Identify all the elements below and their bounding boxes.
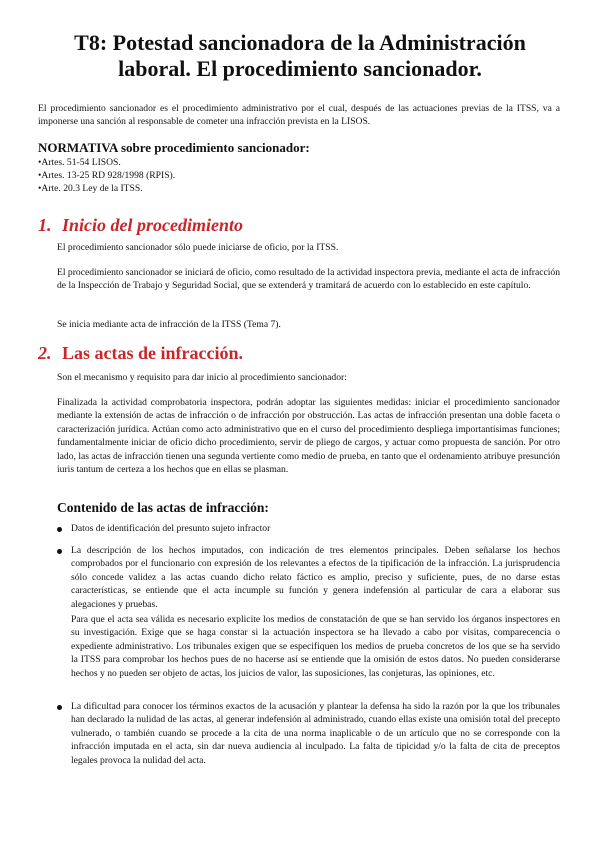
section-1-paragraph-1: El procedimiento sancionador sólo puede iniciarse de oficio, por la ITSS. [57, 242, 339, 253]
section-2-title: Las actas de infracción. [62, 343, 243, 363]
contenido-list-3 [57, 700, 560, 767]
list-item: La dificultad para conocer los términos exactos de la acusación y plantear la defensa ha sido la razón por la que los tribunales han declarado la nulidad de las actas, al generar indefensión al administrado, cuando ellas existe una omisión total del precepto vulnerado, o también cuando se procede a la cita de una norma inaplicable o de un artículo que no se corresponde con la infracción imputada en el acta, sin dar nueva audiencia al inculpado. La falta de tipicidad y/o la falta de cita de preceptos legales provoca la nulidad del acta. [57, 700, 560, 767]
contenido-inner-paragraph: Para que el acta sea válida es necesario explicite los medios de constatación de que se han servido los órganos inspectores en su investigación. Exige que se haga constar si la actuación inspectora se ha llevado a cabo por visitas, comparecencia o expediente administrativo. Los tribunales exigen que se especifiquen los medios de prueba concretos de los que se ha servido la ITSS para comprobar los hechos pues de no hacerse así se entiende que la omisión de estos datos. No pueden considerarse hechos y no pueden ser objeto de actas, los juicios de valor, las suposiciones, las conjeturas, las opiniones, etc. [71, 614, 560, 679]
normativa-item: • Artes. 13-25 RD 928/1998 (RPIS). [38, 169, 438, 182]
normativa-item: • Arte. 20.3 Ley de la ITSS. [38, 182, 438, 195]
section-2-heading [38, 342, 558, 364]
section-1-heading [38, 214, 558, 236]
list-item: La descripción de los hechos imputados, con indicación de tres elementos principales. Deben señalarse los hechos comprobados por el funcionario con expresión de los relevantes a efectos de la tipificación de la infracción. La jurisprudencia sólo concede validez a las actas cuando dicho relato fáctico es amplio, preciso y suficiente, pues, de no darse estas características, se entiende que el acta incumple su función y genera indefensión al particular de cara a elaborar sus alegaciones y pruebas. [57, 544, 560, 611]
section-1-paragraph-2: El procedimiento sancionador se iniciará de oficio, como resultado de la actividad inspectora previa, mediante el acta de infracción de la Inspección de Trabajo y Seguridad Social, que se extenderá y tramitará de acuerdo con lo establecido en este capítulo. [57, 267, 560, 292]
section-2-paragraph-2: Finalizada la actividad comprobatoria inspectora, podrán adoptar las siguientes medidas: iniciar el procedimiento sancionador mediante la extensión de actas de infracción o de infracción por obstrucción. Las actas de infracción presentan una doble faceta o caracterización jurídica. Actúan como acto administrativo que en el curso del procedimiento despliega importantísimas funciones; fundamentalmente iniciar de oficio dicho procedimiento, servir de pliego de cargos, y actuar como propuesta de sanción. Por otro lado, las actas de infracción tienen una segunda vertiente como medio de prueba, en tanto que el ordenamiento atribuye presunción iuris tantum de certeza a los hechos que en ellas se plasman. [57, 397, 560, 476]
contenido-list-2 [57, 544, 560, 611]
section-1-paragraph-3: Se inicia mediante acta de infracción de la ITSS (Tema 7). [57, 319, 281, 330]
contenido-list-1 [57, 522, 560, 535]
contenido-heading: Contenido de las actas de infracción: [57, 500, 269, 515]
section-2-paragraph-1: Son el mecanismo y requisito para dar inicio al procedimiento sancionador: [57, 372, 347, 383]
section-1-number: 1. [38, 215, 52, 235]
section-1-title: Inicio del procedimiento [62, 215, 243, 235]
page-title: T8: Potestad sancionadora de la Administración laboral. El procedimiento sancionador. [74, 30, 526, 81]
list-item: Datos de identificación del presunto sujeto infractor [57, 522, 560, 535]
normativa-heading: NORMATIVA sobre procedimiento sancionador: [38, 140, 310, 155]
intro-paragraph: El procedimiento sancionador es el procedimiento administrativo por el cual, después de las actuaciones previas de la ITSS, va a imponerse una sanción al responsable de cometer una infracción prevista en la LISOS. [38, 103, 560, 128]
section-2-number: 2. [38, 343, 52, 363]
normativa-item: • Artes. 51-54 LISOS. [38, 156, 438, 169]
normativa-list [38, 156, 438, 195]
